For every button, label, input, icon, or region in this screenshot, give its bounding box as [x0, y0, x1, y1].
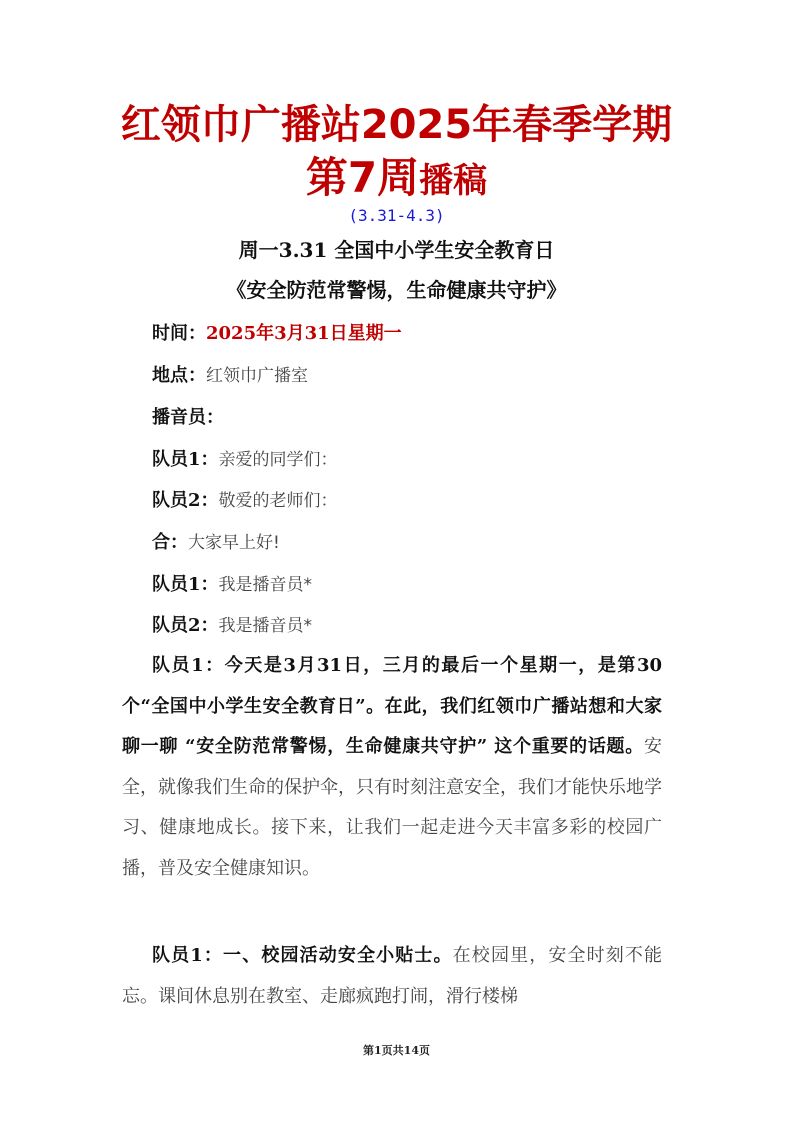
paragraph-text: 安全，就像我们生命的保护伞，只有时刻注意安全，我们才能快乐地学习、健康地成长。接下来，让我们一起走进今天丰富多彩的校园广播，普及安全健康知识。: [122, 736, 662, 879]
section-subtitle: 《安全防范常警惕，生命健康共守护》: [226, 278, 567, 302]
dialogue-line: [152, 488, 338, 514]
paragraph-bold: 队员1：今天是3月31日，三月的最后一个星期一，是第30个“全国中小学生安全教育日”。在此，我们红领巾广播站想和大家聊一聊 “安全防范常警惕，生命健康共守护” 这个重要的话题。: [122, 655, 662, 757]
tips-paragraph: [122, 936, 662, 1017]
paragraph-text: 在校园里，安全时刻不能忘。课间休息别在教室、走廊疯跑打闹，滑行楼梯: [122, 945, 663, 1007]
speaker: 队员2：: [152, 490, 219, 511]
page-number: 第1页共14页: [363, 1044, 430, 1057]
info-value: 红领巾广播室: [206, 366, 308, 386]
info-time: [152, 321, 402, 347]
info-value: 2025年3月31日星期一: [206, 323, 402, 344]
info-label: 播音员：: [152, 407, 224, 428]
week-number: 第7周: [305, 153, 420, 202]
info-location: [152, 363, 308, 389]
speech: 亲爱的同学们：: [218, 450, 338, 470]
info-label: 时间：: [152, 323, 206, 344]
dialogue-line: [152, 530, 280, 556]
speech: 我是播音员*: [218, 616, 313, 636]
speaker: 队员2：: [152, 615, 219, 636]
speaker: 合：: [152, 532, 188, 553]
speaker: 队员1：: [152, 449, 219, 470]
document-title-line2: [0, 152, 793, 213]
info-label: 地点：: [152, 365, 206, 386]
speech: 我是播音员*: [218, 575, 313, 595]
intro-paragraph: [122, 646, 662, 889]
document-title-line1: 红领巾广播站2025年春季学期: [120, 102, 673, 148]
speech: 大家早上好!: [188, 533, 280, 553]
dialogue-line: [152, 447, 338, 473]
speech: 敬爱的老师们：: [218, 491, 338, 511]
dialogue-line: [152, 613, 312, 639]
script-label: 播稿: [419, 161, 488, 201]
section-heading: 周一3.31 全国中小学生安全教育日: [238, 238, 555, 262]
info-announcers: [152, 405, 224, 431]
speaker: 队员1：: [152, 574, 219, 595]
paragraph-bold: 队员1：一、校园活动安全小贴士。: [152, 945, 453, 966]
dialogue-line: [152, 572, 312, 598]
date-range: (3.31-4.3): [348, 206, 445, 225]
